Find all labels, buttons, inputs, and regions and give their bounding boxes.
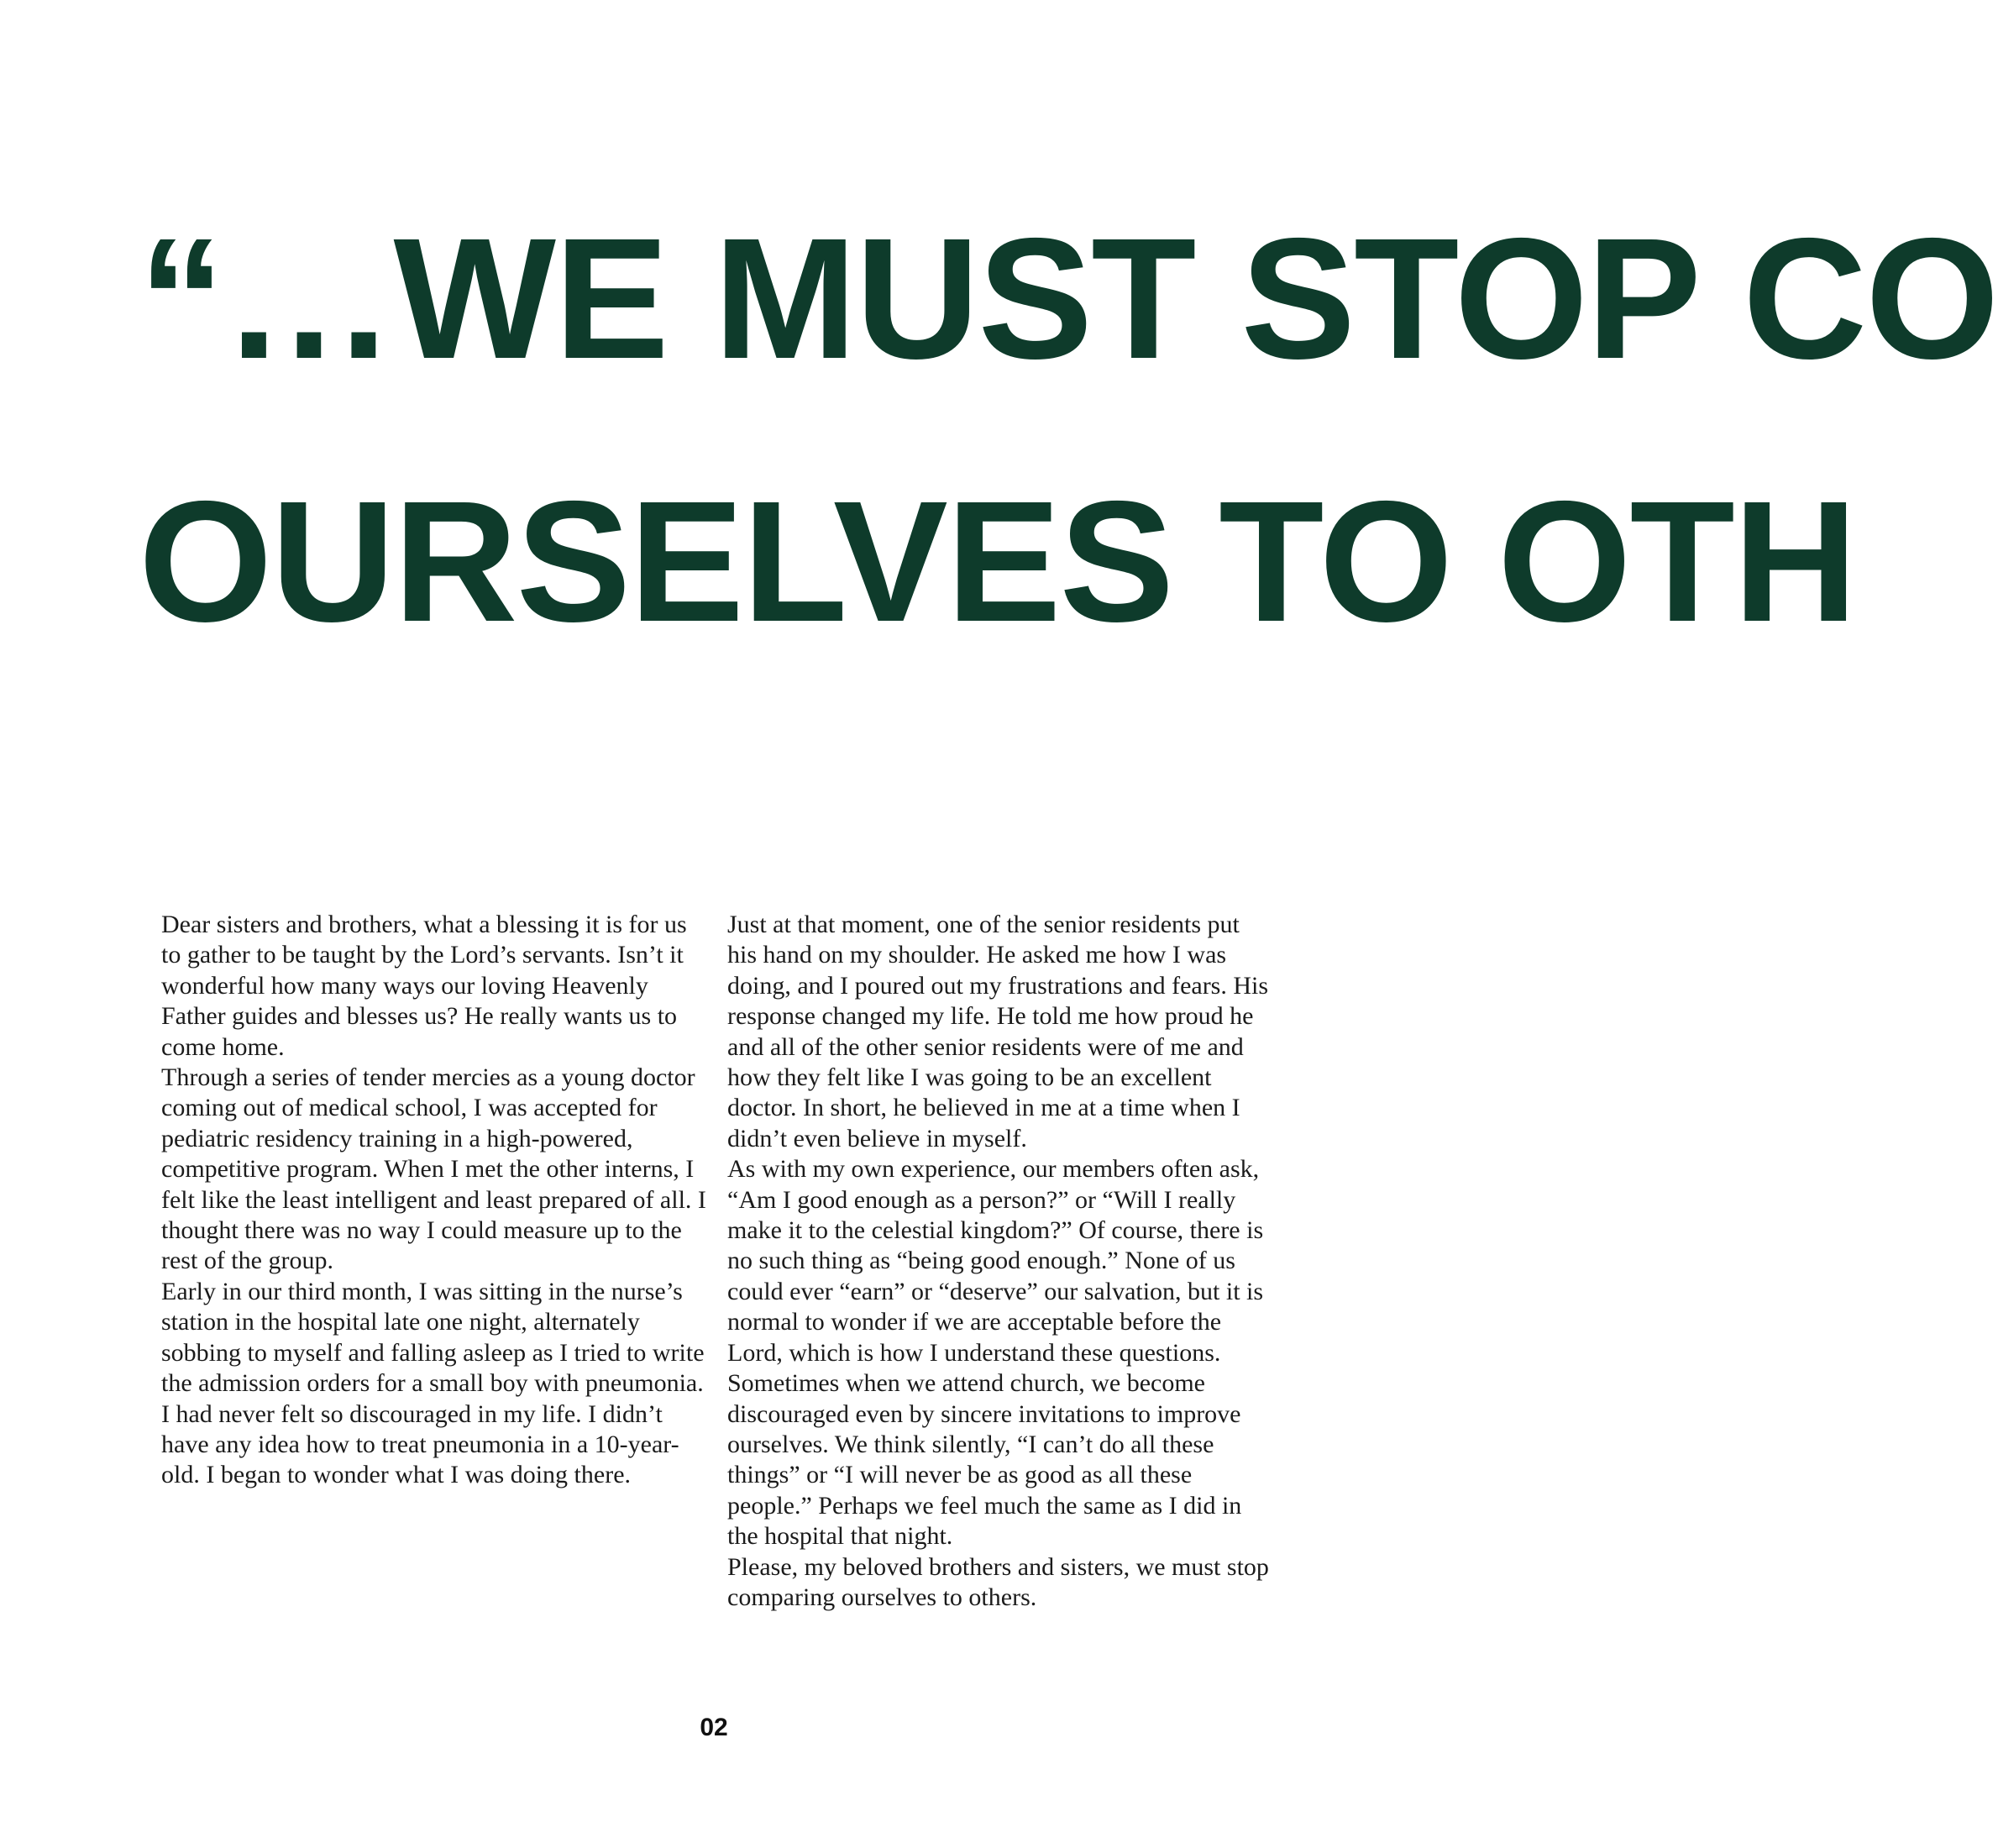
paragraph: Dear sisters and brothers, what a blessing it is for us to gather to be taught by the Lord’s servants. Isn’t it wonderful how many ways our loving Heavenly Father guides and blesses us? He really wants us to come home. [161,911,687,1061]
paragraph: Through a series of tender mercies as a young doctor coming out of medical school, I was accepted for pediatric residency training in a high-powered, competitive program. When I met the other interns, I felt like the least intelligent and least prepared of all. I thought there was no way I could measure up to the rest of the group. [161,1063,706,1275]
body-column-right [727,910,1273,1613]
paragraph: Just at that moment, one of the senior residents put his hand on my shoulder. He asked me how I was doing, and I poured out my frustrations and fears. His response changed my life. He told me how proud he and all of the other senior residents were of me and how they felt like I was going to be an excellent doctor. In short, he believed in me at a time when I didn’t even believe in myself. [727,911,1269,1152]
headline-line-2: OURSELVES TO OTH [139,465,1856,658]
page-number: 02 [700,1714,728,1741]
headline-line-1: “…WE MUST STOP CO [139,202,1998,395]
paragraph: As with my own experience, our members often ask, “Am I good enough as a person?” or “Will I really make it to the celestial kingdom?” Of course, there is no such thing as “being good enough.” None of us could ever “earn” or “deserve” our salvation, but it is normal to wonder if we are acceptable before the Lord, which is how I understand these questions. [727,1155,1264,1367]
paragraph: Early in our third month, I was sitting in the nurse’s station in the hospital late one night, alternately sobbing to myself and falling asleep as I tried to write the admission orders for a small boy with pneumonia. I had never felt so discouraged in my life. I didn’t have any idea how to treat pneumonia in a 10-year-old. I began to wonder what I was doing there. [161,1277,705,1489]
paragraph: Please, my beloved brothers and sisters, we must stop comparing ourselves to others. [727,1552,1269,1611]
body-column-left [161,910,707,1491]
paragraph: Sometimes when we attend church, we become discouraged even by sincere invitations to improve ourselves. We think silently, “I can’t do all these things” or “I will never be as good as all these people.” Perhaps we feel much the same as I did in the hospital that night. [727,1369,1242,1551]
